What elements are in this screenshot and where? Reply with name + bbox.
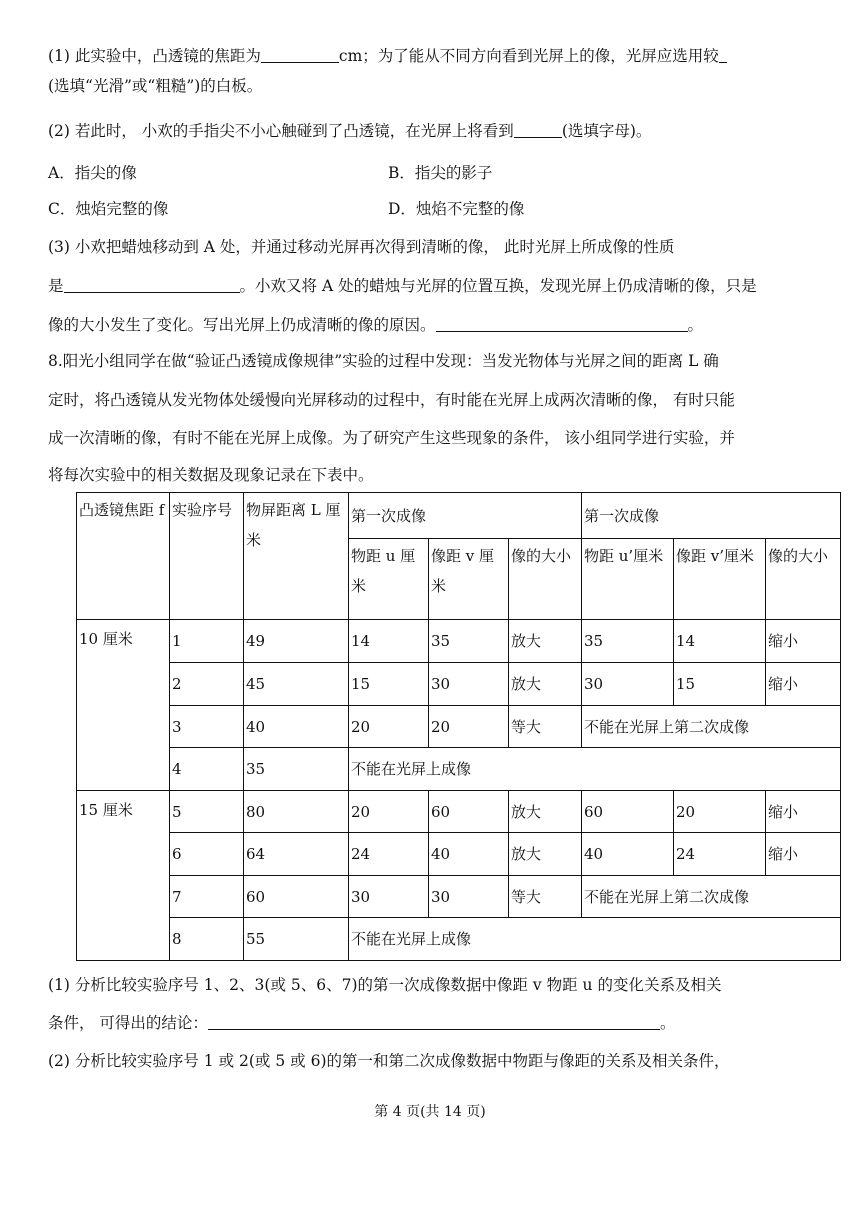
table-row: 7 60 30 30 等大 不能在光屏上第二次成像 xyxy=(77,876,841,918)
option-c[interactable]: C．烛焰完整的像 xyxy=(48,200,169,218)
table-row: 6 64 24 40 放大 40 24 缩小 xyxy=(77,833,841,876)
q8-intro-line3: 成一次清晰的像，有时不能在光屏上成像。为了研究产生这些现象的条件， 该小组同学进行实验，并 xyxy=(48,429,735,447)
q7-part2: (2) 若此时， 小欢的手指尖不小心触碰到了凸透镜，在光屏上将看到 (选填字母)。 xyxy=(48,122,652,140)
q7-part3-line2: 是 。小欢又将 A 处的蜡烛与光屏的位置互换，发现光屏上仍成清晰的像，只是 xyxy=(48,277,757,295)
q7-part1-line1: (1) 此实验中，凸透镜的焦距为 cm；为了能从不同方向看到光屏上的像，光屏应选用较 xyxy=(48,46,727,66)
q7-part3-line3: 像的大小发生了变化。写出光屏上仍成清晰的像的原因。 。 xyxy=(48,316,704,334)
q8-part1-line2: 条件， 可得出的结论： 。 xyxy=(48,1014,676,1032)
focal-cell: 15 厘米 xyxy=(77,791,170,961)
choice-blank[interactable] xyxy=(514,121,562,138)
reason-blank[interactable] xyxy=(436,315,688,332)
table-row: 8 55 不能在光屏上成像 xyxy=(77,918,841,961)
header-u: 物距 u 厘米 xyxy=(349,539,429,620)
q7-part1-line2: (选填“光滑”或“粗糙”)的白板。 xyxy=(48,77,263,95)
table-row: 15 厘米 5 80 20 60 放大 60 20 缩小 xyxy=(77,791,841,833)
option-d[interactable]: D．烛焰不完整的像 xyxy=(388,200,525,218)
experiment-table xyxy=(76,492,841,961)
header-size1: 像的大小 xyxy=(509,539,582,620)
table-row: 2 45 15 30 放大 30 15 缩小 xyxy=(77,663,841,706)
header-v: 像距 v 厘米 xyxy=(429,539,509,620)
q8-intro-line2: 定时，将凸透镜从发光物体处缓慢向光屏移动的过程中，有时能在光屏上成两次清晰的像， 有时只能 xyxy=(48,391,735,409)
screen-type-blank[interactable] xyxy=(719,46,727,63)
option-b[interactable]: B．指尖的影子 xyxy=(388,164,493,182)
page-number: 第 4 页(共 14 页) xyxy=(374,1104,486,1120)
q7-part3-line1: (3) 小欢把蜡烛移动到 A 处，并通过移动光屏再次得到清晰的像， 此时光屏上所成像的性质 xyxy=(48,238,675,256)
header-size2: 像的大小 xyxy=(766,539,841,620)
header-v2: 像距 v’厘米 xyxy=(674,539,766,620)
header-u2: 物距 u’厘米 xyxy=(582,539,674,620)
option-a[interactable]: A．指尖的像 xyxy=(48,164,137,182)
table-row: 3 40 20 20 等大 不能在光屏上第二次成像 xyxy=(77,706,841,748)
header-first-image: 第一次成像 xyxy=(349,493,582,539)
header-second-image: 第一次成像 xyxy=(582,493,841,539)
header-distance: 物屏距离 L 厘米 xyxy=(244,493,349,620)
table-row: 10 厘米 1 49 14 35 放大 35 14 缩小 xyxy=(77,620,841,663)
focal-cell: 10 厘米 xyxy=(77,620,170,791)
q8-part1-line1: (1) 分析比较实验序号 1、2、3(或 5、6、7)的第一次成像数据中像距 v 物距 u 的变化关系及相关 xyxy=(48,976,722,994)
focal-length-blank[interactable] xyxy=(261,46,339,63)
header-no: 实验序号 xyxy=(170,493,244,620)
q8-part2-line1: (2) 分析比较实验序号 1 或 2(或 5 或 6)的第一和第二次成像数据中物距与像距的关系及相关条件， xyxy=(48,1052,730,1070)
q8-intro-line1: 8.阳光小组同学在做“验证凸透镜成像规律”实验的过程中发现：当发光物体与光屏之间的距离 L 确 xyxy=(48,352,719,370)
image-nature-blank[interactable] xyxy=(64,276,240,293)
conclusion-blank[interactable] xyxy=(208,1013,660,1030)
q8-intro-line4: 将每次实验中的相关数据及现象记录在下表中。 xyxy=(48,466,374,484)
header-focal: 凸透镜焦距 f xyxy=(77,493,170,620)
table-row: 4 35 不能在光屏上成像 xyxy=(77,748,841,791)
